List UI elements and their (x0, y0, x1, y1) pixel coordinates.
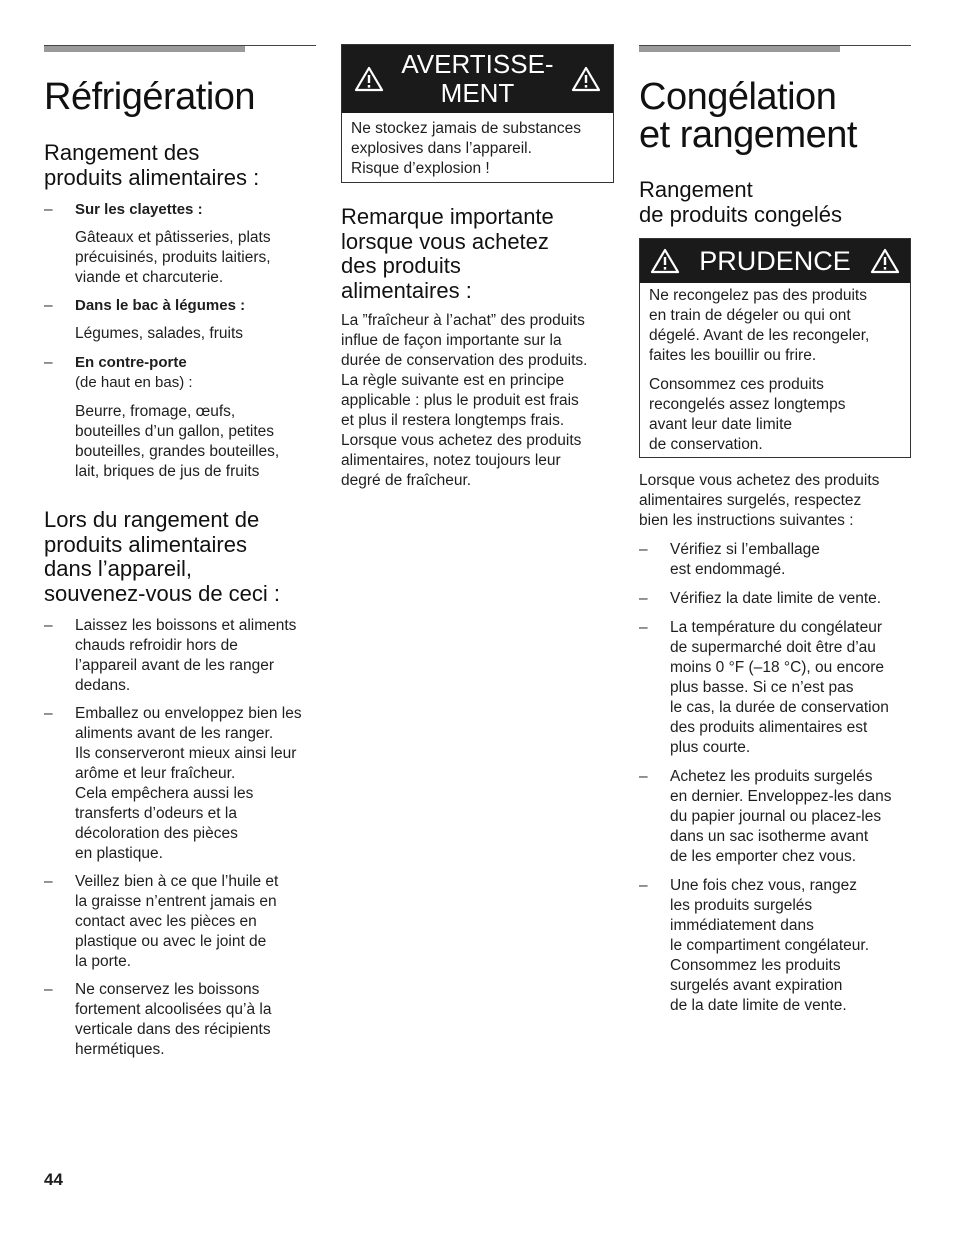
storage-heading: Rangement des produits alimentaires : (44, 140, 260, 190)
warning-box (341, 44, 614, 183)
section-rule (639, 44, 911, 53)
list-item: – En contre-porte (de haut en bas) : Beurre, fromage, œufs, bouteilles d’un gallon, petites bouteilles, grandes bouteilles, lait, briques de jus de fruits (44, 353, 316, 482)
warning-triangle-icon (870, 248, 900, 274)
caution-body (640, 283, 910, 457)
warning-triangle-icon (354, 66, 384, 92)
section-title: Réfrigération (44, 76, 256, 118)
list-item: – Veillez bien à ce que l’huile et la graisse n’entrent jamais en contact avec les pièces en plastique ou avec le joint de la porte. (44, 872, 316, 972)
section-rule (44, 44, 316, 53)
section-title: Congélation et rangement (639, 76, 857, 156)
frozen-list (639, 540, 911, 1016)
list-item: – Vérifiez si l’emballage est endommagé. (639, 540, 911, 580)
column-refrigeration (44, 44, 316, 1060)
warning-header (342, 45, 613, 113)
caution-header (640, 239, 910, 283)
note-heading: Remarque importante lorsque vous achetez des produits alimentaires : (341, 204, 554, 303)
note-text: La ”fraîcheur à l’achat” des produits influe de façon importante sur la durée de conservation des produits. La règle suivante est en principe applicable : plus le produit est frais et plus il restera longtemps frais. Lorsque vous achetez des produits alimentaires, notez toujours leur degré de fraîcheur. (341, 312, 588, 489)
list-item: – Emballez ou enveloppez bien les aliments avant de les ranger. Ils conserveront mieux ainsi leur arôme et leur fraîcheur. Cela empêchera aussi les transferts d’odeurs et la décoloration des pièces en plastique. (44, 704, 316, 864)
frozen-heading: Rangement de produits congelés (639, 177, 843, 227)
list-item: – Achetez les produits surgelés en dernier. Enveloppez-les dans du papier journal ou placez-les dans un sac isotherme avant de les emporter chez vous. (639, 767, 911, 867)
list-item: – Ne conservez les boissons fortement alcoolisées qu’à la verticale dans des récipients hermétiques. (44, 980, 316, 1060)
page-number: 44 (44, 1170, 63, 1189)
remember-list (44, 616, 316, 1060)
list-item: – Laissez les boissons et aliments chauds refroidir hors de l’appareil avant de les ranger dedans. (44, 616, 316, 696)
caution-text: Ne recongelez pas des produits en train de dégeler ou qui ont dégelé. Avant de les recongeler, faites les bouillir ou frire. (649, 287, 870, 364)
column-freezing (639, 44, 911, 1016)
list-item: – Une fois chez vous, rangez les produits surgelés immédiatement dans le compartiment congélateur. Consommez les produits surgelés avant expiration de la date limite de vente. (639, 876, 911, 1016)
storage-list (44, 200, 316, 482)
warning-text: Ne stockez jamais de substances explosives dans l’appareil. Risque d’explosion ! (351, 120, 582, 177)
warning-triangle-icon (650, 248, 680, 274)
remember-heading: Lors du rangement de produits alimentaires dans l’appareil, souvenez-vous de ceci : (44, 507, 281, 606)
caution-box (639, 238, 911, 458)
warning-body (342, 113, 613, 182)
warning-triangle-icon (571, 66, 601, 92)
list-item: – Vérifiez la date limite de vente. (639, 589, 911, 609)
frozen-intro: Lorsque vous achetez des produits alimentaires surgelés, respectez bien les instructions suivantes : (639, 472, 880, 529)
list-item: – La température du congélateur de supermarché doit être d’au moins 0 °F (–18 °C), ou encore plus basse. Si ce n’est pas le cas, la durée de conservation des produits alimentaires est plus courte. (639, 618, 911, 758)
caution-title: PRUDENCE (699, 245, 851, 276)
list-item: – Dans le bac à légumes : Légumes, salades, fruits (44, 296, 316, 344)
column-warning (341, 44, 614, 491)
warning-title: AVERTISSE- MENT (401, 49, 554, 108)
list-item: – Sur les clayettes : Gâteaux et pâtisseries, plats précuisinés, produits laitiers, viande et charcuterie. (44, 200, 316, 288)
caution-text: Consommez ces produits recongelés assez longtemps avant leur date limite de conservation. (649, 376, 846, 453)
